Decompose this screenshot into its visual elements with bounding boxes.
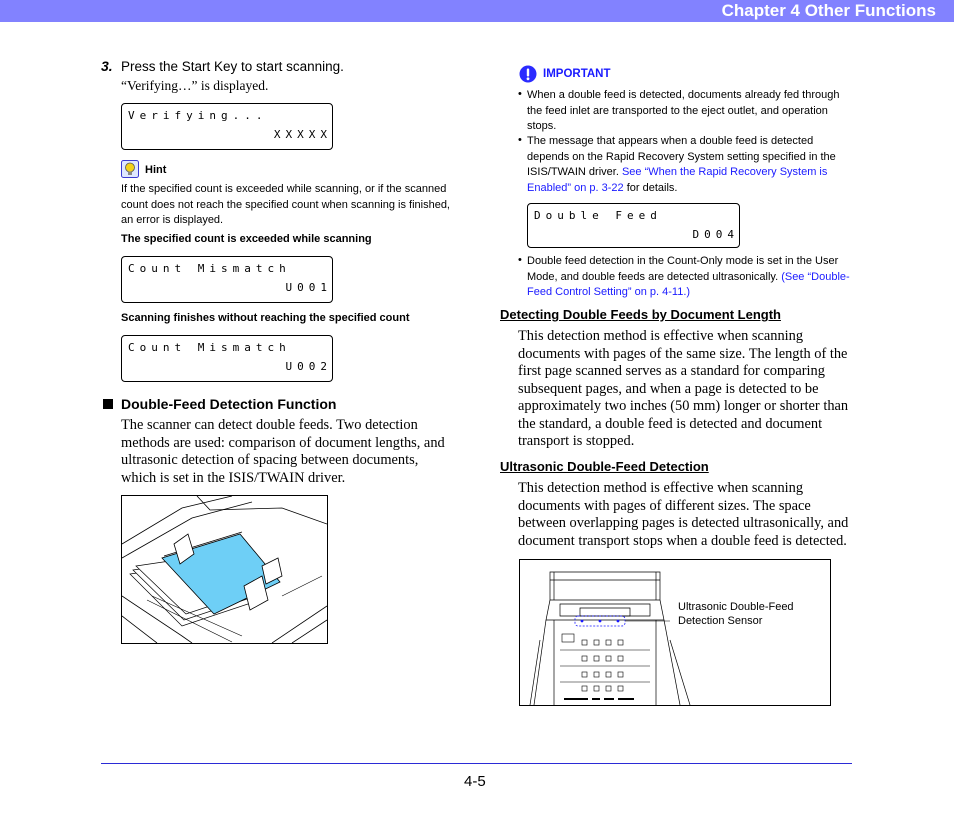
sensor-label: Ultrasonic Double-Feed Detection Sensor — [678, 601, 794, 627]
lcd-line-1: Count Mismatch — [128, 262, 291, 275]
important-bullet-3 — [527, 254, 855, 301]
hint-label: Hint — [145, 164, 167, 176]
footer-rule — [101, 763, 852, 764]
step-subtext: “Verifying…” is displayed. — [121, 78, 269, 93]
section-heading: Double-Feed Detection Function — [121, 396, 337, 412]
length-detection-text: This detection method is effective when scanning documents with pages of the same size. The length of the first page scanned serves as a standard for comparing subsequent pages, and when a page is detected to be approximately two inches (50 mm) longer or shorter than the standard, a double feed is detected and document transport is stopped. — [518, 328, 849, 449]
lcd-line-2: XXXXX — [273, 128, 332, 141]
step-number: 3. — [101, 58, 113, 74]
double-feed-control-link[interactable]: (See “Double-Feed Control Setting” on p. 4-11.) — [527, 270, 850, 298]
lcd-line-2: D004 — [692, 228, 739, 241]
step-text: Press the Start Key to start scanning. — [121, 59, 344, 74]
ultrasonic-sensor-illustration — [519, 559, 831, 706]
hint-icon — [121, 160, 139, 178]
rapid-recovery-link[interactable]: See “When the Rapid Recovery System is Enabled” on p. 3-22 — [527, 166, 828, 194]
important-bullet-2 — [527, 134, 855, 196]
chapter-title: Chapter 4 Other Functions — [721, 1, 936, 20]
hint-text: If the specified count is exceeded while scanning, or if the scanned count does not reach the specified count when scanning is finished, an error is displayed. — [121, 183, 450, 226]
important-icon — [519, 65, 537, 83]
section-square-icon — [103, 399, 113, 409]
lcd-line-2: U002 — [285, 360, 332, 373]
length-detection-heading: Detecting Double Feeds by Document Length — [500, 307, 781, 322]
section-text: The scanner can detect double feeds. Two detection methods are used: comparison of document lengths, and ultrasonic detection of spacing between documents, which is set in the ISIS/TWAIN driver. — [121, 417, 445, 486]
bullet-dot: • — [518, 254, 522, 266]
important-bullet-1: When a double feed is detected, documents already fed through the feed inlet are transported to the eject outlet, and operation stops. — [527, 89, 840, 132]
bullet-dot: • — [518, 134, 522, 146]
lcd-double-feed — [527, 203, 740, 248]
lcd-line-1: Double Feed — [534, 209, 662, 222]
lcd-verifying-panel — [121, 103, 333, 150]
lcd-line-1: Count Mismatch — [128, 341, 291, 354]
bullet-dot: • — [518, 88, 522, 100]
ultrasonic-text: This detection method is effective when scanning documents with pages of different sizes. The space between overlapping pages is detected ultrasonically, and document transport stops when a double feed is detected. — [518, 480, 849, 549]
lcd-line-1: Verifying... — [128, 109, 268, 122]
bullet-2-tail: for details. — [623, 181, 678, 194]
bullet-2-text: The message that appears when a double feed is detected depends on the Rapid Recovery System setting specified in the ISIS/TWAIN driver. — [527, 135, 836, 178]
double-feed-illustration — [121, 495, 328, 644]
hint-exceeded-heading: The specified count is exceeded while scanning — [121, 233, 372, 245]
bullet-3-text: Double feed detection in the Count-Only mode is set in the User Mode, and double feeds are detected ultrasonically. — [527, 255, 839, 283]
chapter-banner — [0, 0, 954, 22]
lcd-line-2: U001 — [285, 281, 332, 294]
ultrasonic-heading: Ultrasonic Double-Feed Detection — [500, 459, 709, 474]
page-number: 4-5 — [464, 773, 486, 790]
lcd-count-mismatch-u001 — [121, 256, 333, 303]
hint-finished-heading: Scanning finishes without reaching the specified count — [121, 312, 410, 324]
important-label: IMPORTANT — [543, 68, 611, 80]
lcd-count-mismatch-u002 — [121, 335, 333, 382]
